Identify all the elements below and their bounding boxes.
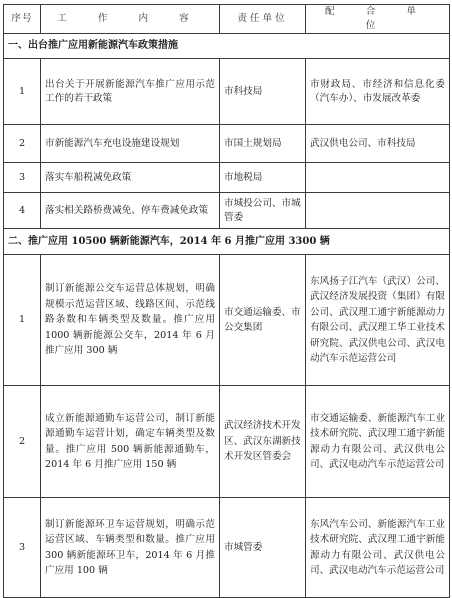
row-responsible: 市城管委 <box>220 498 306 598</box>
section-title: 二、推广应用 10500 辆新能源汽车，2014 年 6 月推广应用 3300 辆 <box>4 229 450 255</box>
section-row <box>4 229 450 255</box>
row-cooperating: 市财政局、市经济和信息化委（汽车办）、市发展改革委 <box>306 59 450 125</box>
row-content: 落实相关路桥费减免、停车费减免政策 <box>41 193 220 229</box>
header-row <box>4 5 450 34</box>
row-responsible: 市交通运输委、市公交集团 <box>220 255 306 386</box>
row-responsible: 市国土规划局 <box>220 125 306 163</box>
row-cooperating: 东风汽车公司、新能源汽车工业技术研究院、武汉理工通宇新能源动力有限公司、武汉供电公司、武汉电动汽车示范运营公司 <box>306 498 450 598</box>
row-responsible: 市城投公司、市城管委 <box>220 193 306 229</box>
row-cooperating: 市交通运输委、新能源汽车工业技术研究院、武汉理工通宇新能源动力有限公司、武汉供电公司、武汉电动汽车示范运营公司 <box>306 386 450 498</box>
section-row <box>4 34 450 59</box>
row-no: 2 <box>4 125 41 163</box>
row-content: 成立新能源通勤车运营公司，制订新能源通勤车运营计划，确定车辆类型及数量。推广应用 500 辆新能源通勤车，2014 年 6 月推广应用 150 辆 <box>41 386 220 498</box>
row-no: 1 <box>4 59 41 125</box>
row-no: 3 <box>4 163 41 193</box>
row-content: 落实车船税减免政策 <box>41 163 220 193</box>
row-responsible: 武汉经济技术开发区、武汉东湖新技术开发区管委会 <box>220 386 306 498</box>
table-row <box>4 163 450 193</box>
row-content: 制订新能源公交车运营总体规划，明确规模示范运营区域、线路区间、示范线路条数和车辆类型及数量。推广应用 1000 辆新能源公交车，2014 年 6 月推广应用 300 辆 <box>41 255 220 386</box>
table-row <box>4 193 450 229</box>
row-cooperating: 东风扬子江汽车（武汉）公司、武汉经济发展投资（集团）有限公司、武汉理工通宇新能源动力有限公司、武汉理工华工业技术研究院、武汉供电公司、武汉电动汽车示范运营公司 <box>306 255 450 386</box>
row-cooperating <box>306 193 450 229</box>
row-responsible: 市地税局 <box>220 163 306 193</box>
table-row <box>4 59 450 125</box>
row-content: 出台关于开展新能源汽车推广应用示范工作的若干政策 <box>41 59 220 125</box>
table-row <box>4 386 450 498</box>
row-no: 4 <box>4 193 41 229</box>
header-responsible: 责任单位 <box>220 5 306 34</box>
table-row <box>4 125 450 163</box>
row-no: 2 <box>4 386 41 498</box>
row-cooperating: 武汉供电公司、市科技局 <box>306 125 450 163</box>
plan-table <box>3 4 450 598</box>
section-title: 一、出台推广应用新能源汽车政策措施 <box>4 34 450 59</box>
header-cooperating: 配 合 单 位 <box>306 5 450 34</box>
header-content: 工 作 内 容 <box>41 5 220 34</box>
table-row <box>4 255 450 386</box>
row-responsible: 市科技局 <box>220 59 306 125</box>
header-no: 序号 <box>4 5 41 34</box>
row-no: 1 <box>4 255 41 386</box>
row-no: 3 <box>4 498 41 598</box>
row-cooperating <box>306 163 450 193</box>
row-content: 市新能源汽车充电设施建设规划 <box>41 125 220 163</box>
table-row <box>4 498 450 598</box>
row-content: 制订新能源环卫车运营规划，明确示范运营区域、车辆类型和数量。推广应用 300 辆新能源环卫车，2014 年 6 月推广应用 100 辆 <box>41 498 220 598</box>
